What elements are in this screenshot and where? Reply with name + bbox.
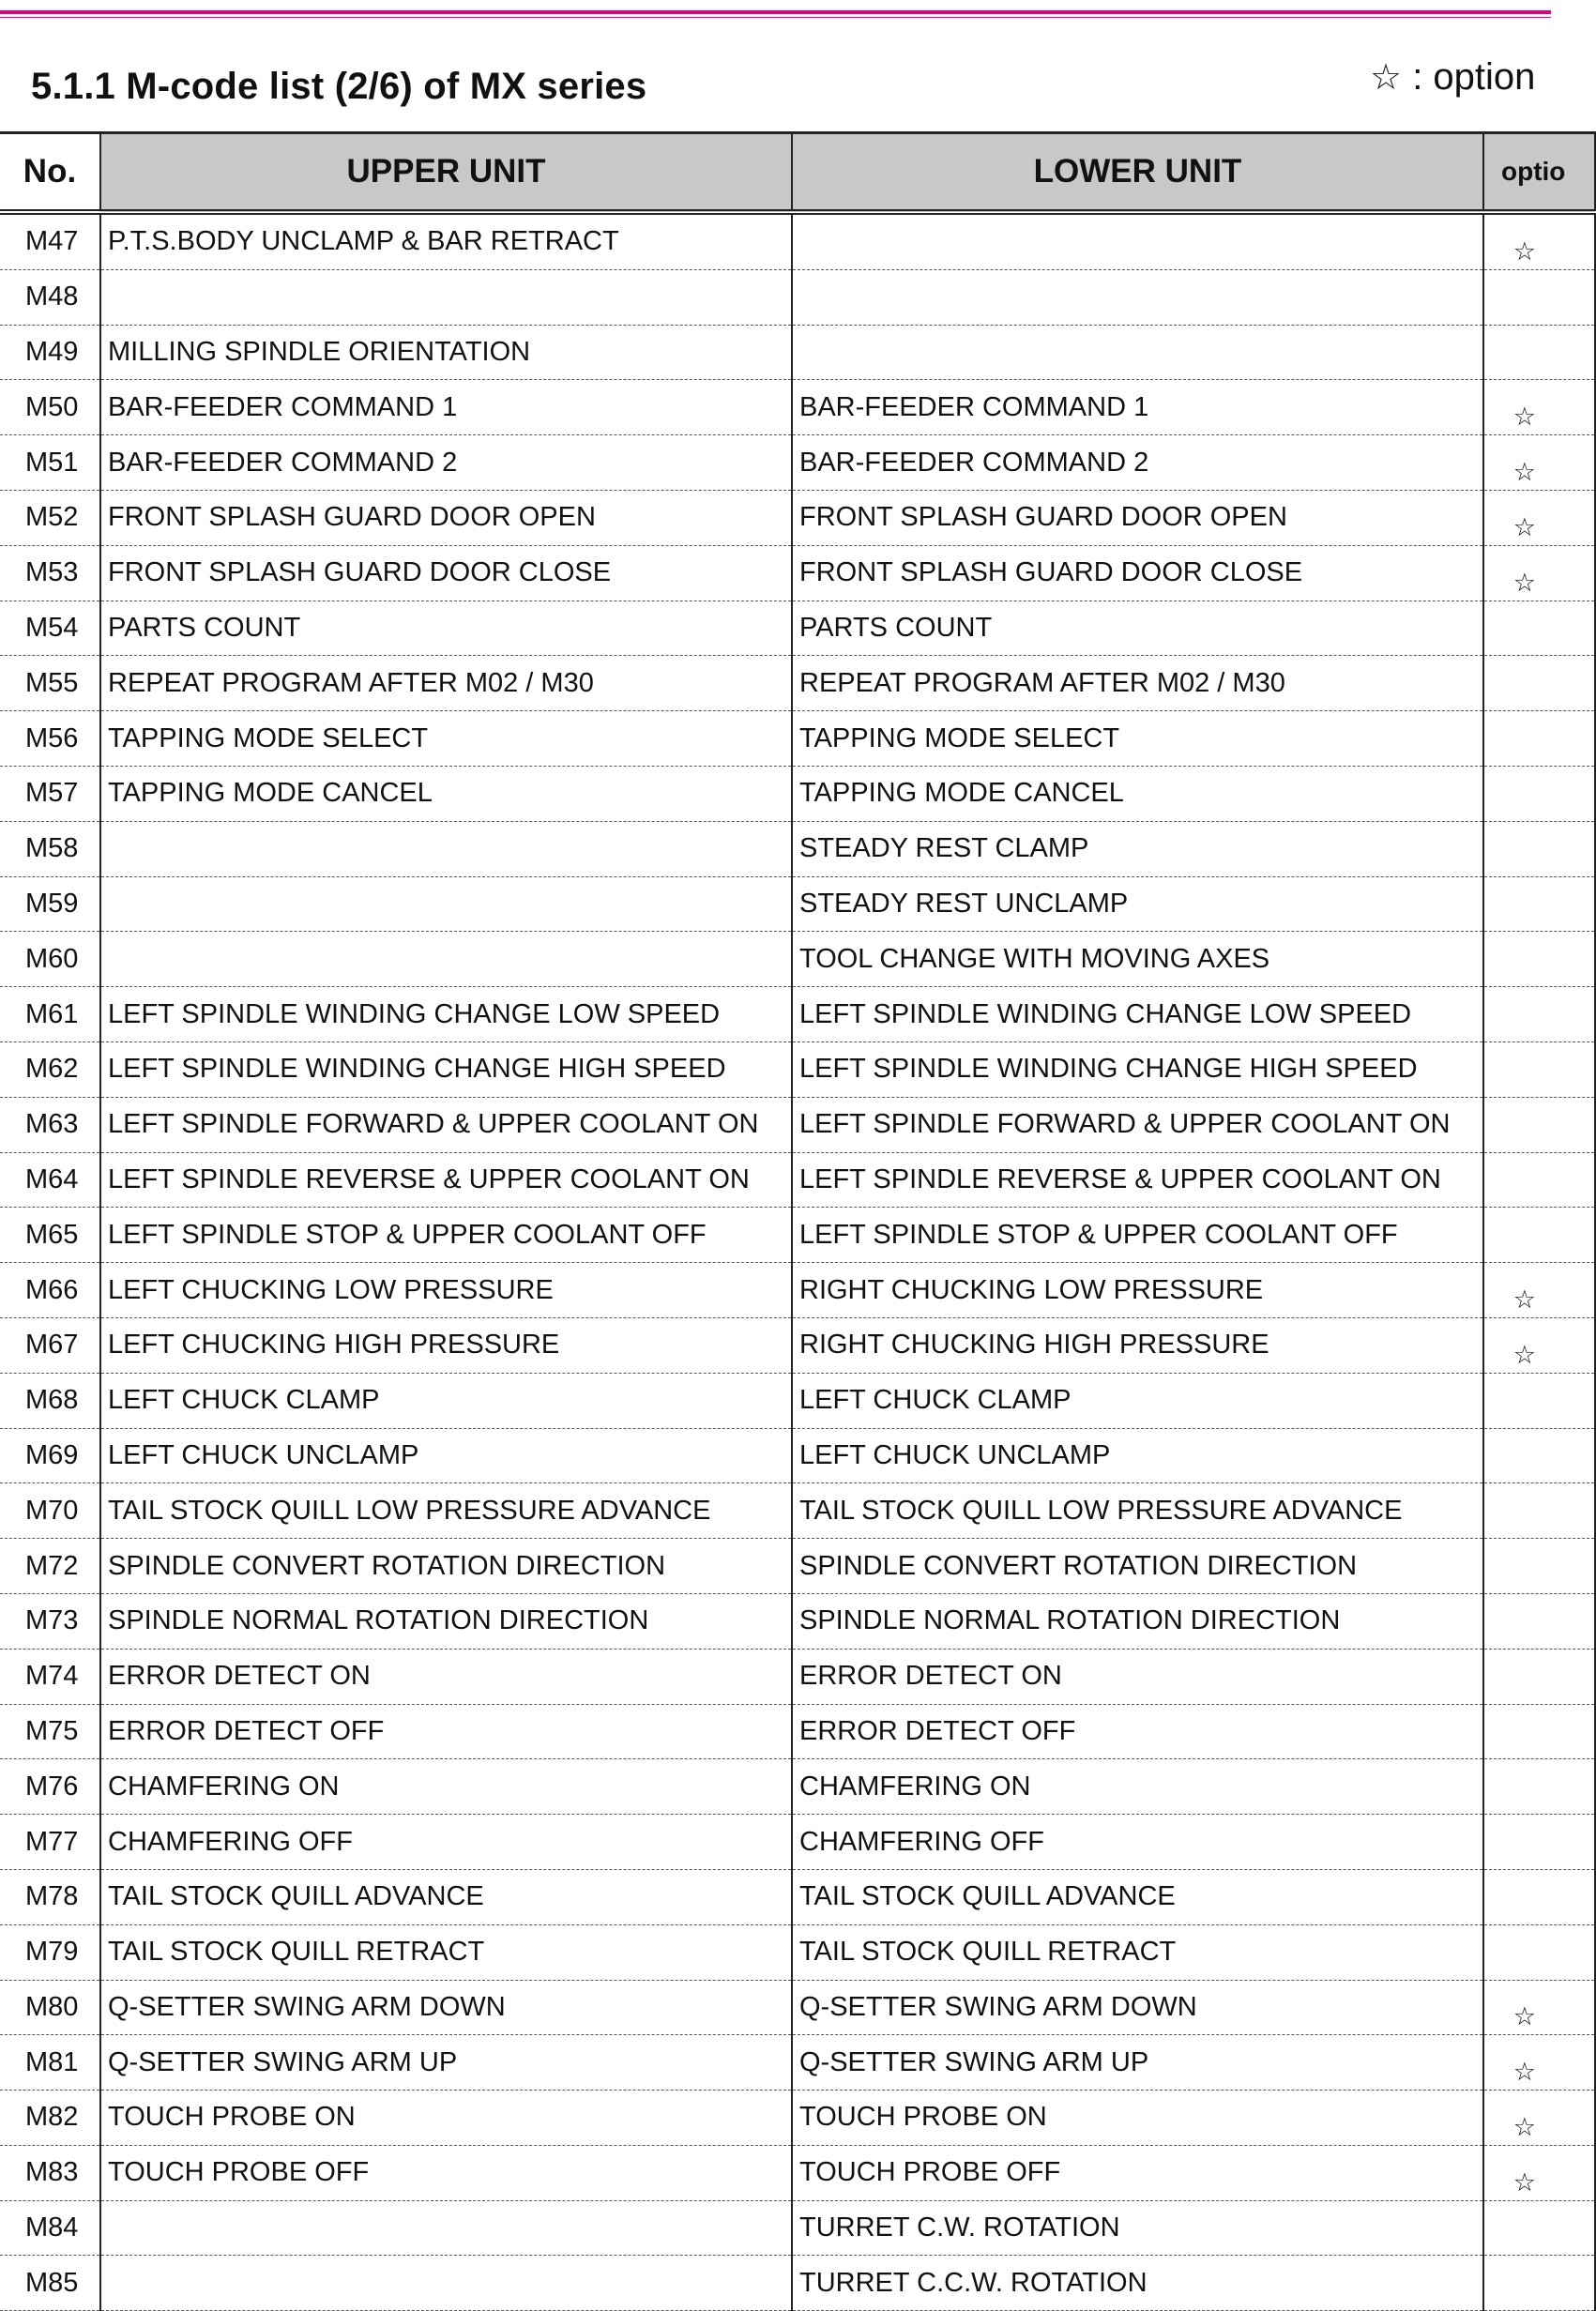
lower-unit-cell	[792, 269, 1483, 325]
option-cell	[1483, 1704, 1595, 1759]
table-row	[0, 1097, 1595, 1152]
option-cell	[1483, 1373, 1595, 1428]
table-body	[0, 212, 1595, 2311]
table-row	[0, 1539, 1595, 1594]
lower-unit-cell: CHAMFERING ON	[792, 1759, 1483, 1815]
lower-unit-cell: FRONT SPLASH GUARD DOOR OPEN	[792, 490, 1483, 545]
option-cell	[1483, 2256, 1595, 2311]
table-row	[0, 1041, 1595, 1097]
m-code-cell: M74	[0, 1649, 100, 1704]
option-star-icon: ☆	[1512, 568, 1536, 598]
option-cell	[1483, 1759, 1595, 1815]
table-row	[0, 987, 1595, 1042]
m-code-cell: M77	[0, 1815, 100, 1870]
upper-unit-cell: CHAMFERING OFF	[100, 1815, 792, 1870]
lower-unit-cell	[792, 325, 1483, 380]
lower-unit-cell: RIGHT CHUCKING LOW PRESSURE	[792, 1263, 1483, 1318]
lower-unit-cell: LEFT CHUCK UNCLAMP	[792, 1428, 1483, 1483]
option-cell	[1483, 2035, 1595, 2091]
m-code-cell: M62	[0, 1041, 100, 1097]
lower-unit-cell: BAR-FEEDER COMMAND 2	[792, 435, 1483, 491]
table-row	[0, 1759, 1595, 1815]
option-cell	[1483, 1428, 1595, 1483]
upper-unit-cell: LEFT SPINDLE FORWARD & UPPER COOLANT ON	[100, 1097, 792, 1152]
option-cell	[1483, 380, 1595, 435]
upper-unit-cell	[100, 821, 792, 876]
table-row	[0, 821, 1595, 876]
option-star-icon: ☆	[1512, 2112, 1536, 2142]
table-row	[0, 1593, 1595, 1649]
table-row	[0, 1924, 1595, 1980]
lower-unit-cell: CHAMFERING OFF	[792, 1815, 1483, 1870]
table-row	[0, 212, 1595, 269]
lower-unit-cell: RIGHT CHUCKING HIGH PRESSURE	[792, 1317, 1483, 1373]
m-code-cell: M58	[0, 821, 100, 876]
table-row	[0, 711, 1595, 767]
upper-unit-cell: LEFT CHUCKING HIGH PRESSURE	[100, 1317, 792, 1373]
option-cell	[1483, 1208, 1595, 1263]
option-cell	[1483, 711, 1595, 767]
option-cell	[1483, 932, 1595, 987]
table-row	[0, 932, 1595, 987]
m-code-cell: M69	[0, 1428, 100, 1483]
upper-unit-cell: BAR-FEEDER COMMAND 2	[100, 435, 792, 491]
option-cell	[1483, 1539, 1595, 1594]
upper-unit-cell: TAIL STOCK QUILL LOW PRESSURE ADVANCE	[100, 1483, 792, 1539]
table-row	[0, 1263, 1595, 1318]
upper-unit-cell: PARTS COUNT	[100, 601, 792, 656]
option-cell	[1483, 1317, 1595, 1373]
table-row	[0, 380, 1595, 435]
table-row	[0, 1704, 1595, 1759]
option-cell	[1483, 1097, 1595, 1152]
table-row	[0, 1815, 1595, 1870]
upper-unit-cell: TAPPING MODE SELECT	[100, 711, 792, 767]
upper-unit-cell: TAIL STOCK QUILL ADVANCE	[100, 1869, 792, 1924]
option-cell	[1483, 876, 1595, 932]
lower-unit-cell: TOUCH PROBE OFF	[792, 2145, 1483, 2200]
m-code-table	[0, 131, 1596, 2311]
m-code-cell: M60	[0, 932, 100, 987]
upper-unit-cell: Q-SETTER SWING ARM DOWN	[100, 1980, 792, 2035]
lower-unit-cell: TAIL STOCK QUILL LOW PRESSURE ADVANCE	[792, 1483, 1483, 1539]
option-cell	[1483, 435, 1595, 491]
upper-unit-cell: LEFT SPINDLE WINDING CHANGE HIGH SPEED	[100, 1041, 792, 1097]
upper-unit-cell	[100, 932, 792, 987]
m-code-cell: M65	[0, 1208, 100, 1263]
option-cell	[1483, 545, 1595, 601]
upper-unit-cell: TAIL STOCK QUILL RETRACT	[100, 1924, 792, 1980]
table-row	[0, 325, 1595, 380]
upper-unit-cell: LEFT SPINDLE STOP & UPPER COOLANT OFF	[100, 1208, 792, 1263]
upper-unit-cell: LEFT CHUCK UNCLAMP	[100, 1428, 792, 1483]
option-star-icon: ☆	[1512, 2002, 1536, 2032]
lower-unit-cell: TURRET C.C.W. ROTATION	[792, 2256, 1483, 2311]
option-cell	[1483, 601, 1595, 656]
lower-unit-cell: LEFT SPINDLE WINDING CHANGE HIGH SPEED	[792, 1041, 1483, 1097]
lower-unit-cell: TOOL CHANGE WITH MOVING AXES	[792, 932, 1483, 987]
m-code-cell: M85	[0, 2256, 100, 2311]
m-code-cell: M73	[0, 1593, 100, 1649]
upper-unit-cell: CHAMFERING ON	[100, 1759, 792, 1815]
table-row	[0, 1649, 1595, 1704]
m-code-cell: M70	[0, 1483, 100, 1539]
page-title: 5.1.1 M-code list (2/6) of MX series	[31, 66, 647, 107]
option-cell	[1483, 325, 1595, 380]
m-code-cell: M78	[0, 1869, 100, 1924]
lower-unit-cell: LEFT SPINDLE REVERSE & UPPER COOLANT ON	[792, 1152, 1483, 1208]
column-header-option: optio	[1483, 133, 1595, 213]
table-row	[0, 1869, 1595, 1924]
option-cell	[1483, 2145, 1595, 2200]
option-star-icon: ☆	[1512, 1340, 1536, 1370]
table-row	[0, 2035, 1595, 2091]
table-row	[0, 656, 1595, 711]
option-star-icon: ☆	[1512, 1285, 1536, 1315]
column-header-no: No.	[0, 133, 100, 213]
upper-unit-cell: FRONT SPLASH GUARD DOOR CLOSE	[100, 545, 792, 601]
option-star-icon: ☆	[1512, 236, 1536, 266]
lower-unit-cell: LEFT SPINDLE WINDING CHANGE LOW SPEED	[792, 987, 1483, 1042]
table-row	[0, 1373, 1595, 1428]
upper-unit-cell: LEFT SPINDLE WINDING CHANGE LOW SPEED	[100, 987, 792, 1042]
table-row	[0, 545, 1595, 601]
upper-unit-cell: LEFT CHUCKING LOW PRESSURE	[100, 1263, 792, 1318]
option-cell	[1483, 656, 1595, 711]
m-code-cell: M53	[0, 545, 100, 601]
table-row	[0, 1428, 1595, 1483]
option-cell	[1483, 1649, 1595, 1704]
table-row	[0, 490, 1595, 545]
upper-unit-cell: ERROR DETECT OFF	[100, 1704, 792, 1759]
lower-unit-cell: LEFT SPINDLE STOP & UPPER COOLANT OFF	[792, 1208, 1483, 1263]
m-code-cell: M68	[0, 1373, 100, 1428]
table-row	[0, 1317, 1595, 1373]
upper-unit-cell: REPEAT PROGRAM AFTER M02 / M30	[100, 656, 792, 711]
m-code-cell: M84	[0, 2200, 100, 2256]
option-cell	[1483, 212, 1595, 269]
m-code-cell: M49	[0, 325, 100, 380]
table-row	[0, 1208, 1595, 1263]
m-code-cell: M50	[0, 380, 100, 435]
m-code-cell: M55	[0, 656, 100, 711]
option-star-icon: ☆	[1512, 403, 1536, 433]
table-row	[0, 766, 1595, 821]
m-code-cell: M57	[0, 766, 100, 821]
upper-unit-cell: MILLING SPINDLE ORIENTATION	[100, 325, 792, 380]
lower-unit-cell: Q-SETTER SWING ARM UP	[792, 2035, 1483, 2091]
option-cell	[1483, 2091, 1595, 2146]
m-code-cell: M56	[0, 711, 100, 767]
m-code-cell: M67	[0, 1317, 100, 1373]
table-row	[0, 2091, 1595, 2146]
upper-unit-cell: TOUCH PROBE OFF	[100, 2145, 792, 2200]
lower-unit-cell: REPEAT PROGRAM AFTER M02 / M30	[792, 656, 1483, 711]
lower-unit-cell: TAPPING MODE CANCEL	[792, 766, 1483, 821]
m-code-cell: M52	[0, 490, 100, 545]
table-row	[0, 2256, 1595, 2311]
lower-unit-cell: PARTS COUNT	[792, 601, 1483, 656]
m-code-cell: M72	[0, 1539, 100, 1594]
lower-unit-cell	[792, 212, 1483, 269]
star-icon: ☆	[1370, 56, 1403, 98]
lower-unit-cell: ERROR DETECT OFF	[792, 1704, 1483, 1759]
option-cell	[1483, 987, 1595, 1042]
option-cell	[1483, 1869, 1595, 1924]
m-code-cell: M80	[0, 1980, 100, 2035]
option-cell	[1483, 1152, 1595, 1208]
upper-unit-cell: BAR-FEEDER COMMAND 1	[100, 380, 792, 435]
upper-unit-cell: ERROR DETECT ON	[100, 1649, 792, 1704]
table-row	[0, 2145, 1595, 2200]
lower-unit-cell: TAPPING MODE SELECT	[792, 711, 1483, 767]
m-code-cell: M76	[0, 1759, 100, 1815]
lower-unit-cell: Q-SETTER SWING ARM DOWN	[792, 1980, 1483, 2035]
m-code-cell: M48	[0, 269, 100, 325]
lower-unit-cell: TOUCH PROBE ON	[792, 2091, 1483, 2146]
table-row	[0, 1483, 1595, 1539]
option-cell	[1483, 1483, 1595, 1539]
lower-unit-cell: SPINDLE NORMAL ROTATION DIRECTION	[792, 1593, 1483, 1649]
m-code-cell: M79	[0, 1924, 100, 1980]
lower-unit-cell: ERROR DETECT ON	[792, 1649, 1483, 1704]
upper-unit-cell	[100, 2200, 792, 2256]
top-accent-line	[0, 10, 1551, 14]
option-cell	[1483, 1593, 1595, 1649]
option-star-icon: ☆	[1512, 2058, 1536, 2088]
table-row	[0, 269, 1595, 325]
upper-unit-cell: Q-SETTER SWING ARM UP	[100, 2035, 792, 2091]
upper-unit-cell: SPINDLE NORMAL ROTATION DIRECTION	[100, 1593, 792, 1649]
option-legend	[1370, 56, 1535, 99]
upper-unit-cell: LEFT SPINDLE REVERSE & UPPER COOLANT ON	[100, 1152, 792, 1208]
m-code-cell: M82	[0, 2091, 100, 2146]
table-header-row	[0, 133, 1595, 213]
upper-unit-cell: TAPPING MODE CANCEL	[100, 766, 792, 821]
upper-unit-cell	[100, 876, 792, 932]
option-star-icon: ☆	[1512, 2167, 1536, 2197]
upper-unit-cell: LEFT CHUCK CLAMP	[100, 1373, 792, 1428]
lower-unit-cell: TURRET C.W. ROTATION	[792, 2200, 1483, 2256]
option-cell	[1483, 821, 1595, 876]
option-cell	[1483, 490, 1595, 545]
lower-unit-cell: STEADY REST CLAMP	[792, 821, 1483, 876]
m-code-cell: M83	[0, 2145, 100, 2200]
lower-unit-cell: BAR-FEEDER COMMAND 1	[792, 380, 1483, 435]
m-code-cell: M47	[0, 212, 100, 269]
lower-unit-cell: FRONT SPLASH GUARD DOOR CLOSE	[792, 545, 1483, 601]
option-cell	[1483, 1815, 1595, 1870]
column-header-upper-unit: UPPER UNIT	[100, 133, 792, 213]
m-code-cell: M66	[0, 1263, 100, 1318]
option-cell	[1483, 2200, 1595, 2256]
m-code-cell: M81	[0, 2035, 100, 2091]
column-header-lower-unit: LOWER UNIT	[792, 133, 1483, 213]
table-row	[0, 435, 1595, 491]
legend-text: : option	[1402, 56, 1536, 98]
m-code-cell: M63	[0, 1097, 100, 1152]
option-cell	[1483, 766, 1595, 821]
upper-unit-cell: SPINDLE CONVERT ROTATION DIRECTION	[100, 1539, 792, 1594]
table-row	[0, 601, 1595, 656]
top-accent-line-thin	[0, 17, 1551, 18]
table-row	[0, 876, 1595, 932]
table-row	[0, 1152, 1595, 1208]
option-cell	[1483, 1980, 1595, 2035]
lower-unit-cell: SPINDLE CONVERT ROTATION DIRECTION	[792, 1539, 1483, 1594]
m-code-cell: M59	[0, 876, 100, 932]
table-row	[0, 1980, 1595, 2035]
option-cell	[1483, 1263, 1595, 1318]
option-cell	[1483, 1924, 1595, 1980]
upper-unit-cell: FRONT SPLASH GUARD DOOR OPEN	[100, 490, 792, 545]
lower-unit-cell: TAIL STOCK QUILL ADVANCE	[792, 1869, 1483, 1924]
upper-unit-cell: P.T.S.BODY UNCLAMP & BAR RETRACT	[100, 212, 792, 269]
table-row	[0, 2200, 1595, 2256]
m-code-cell: M61	[0, 987, 100, 1042]
option-cell	[1483, 269, 1595, 325]
option-cell	[1483, 1041, 1595, 1097]
option-star-icon: ☆	[1512, 512, 1536, 542]
upper-unit-cell	[100, 269, 792, 325]
m-code-cell: M54	[0, 601, 100, 656]
upper-unit-cell	[100, 2256, 792, 2311]
m-code-cell: M64	[0, 1152, 100, 1208]
lower-unit-cell: LEFT SPINDLE FORWARD & UPPER COOLANT ON	[792, 1097, 1483, 1152]
upper-unit-cell: TOUCH PROBE ON	[100, 2091, 792, 2146]
lower-unit-cell: TAIL STOCK QUILL RETRACT	[792, 1924, 1483, 1980]
lower-unit-cell: STEADY REST UNCLAMP	[792, 876, 1483, 932]
lower-unit-cell: LEFT CHUCK CLAMP	[792, 1373, 1483, 1428]
m-code-cell: M75	[0, 1704, 100, 1759]
option-star-icon: ☆	[1512, 457, 1536, 487]
m-code-cell: M51	[0, 435, 100, 491]
